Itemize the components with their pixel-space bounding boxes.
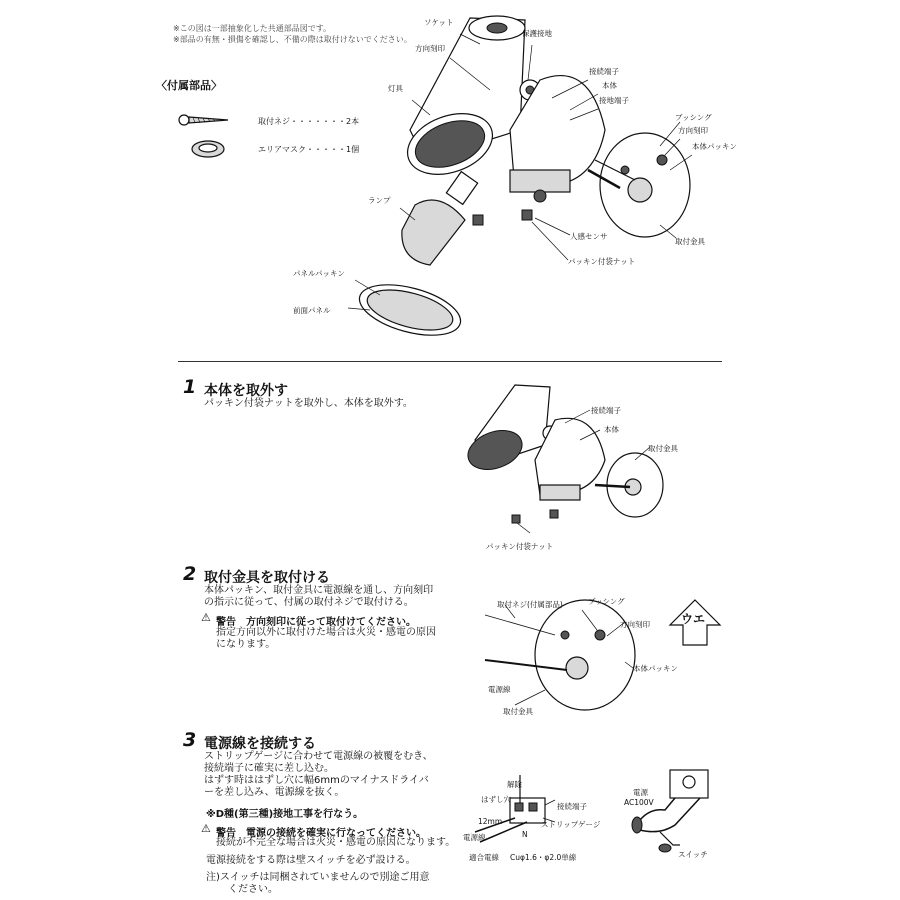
step-2-title: 取付金具を取付ける <box>204 570 330 586</box>
step-3-footnote-2: ください。 <box>228 884 278 895</box>
label-direction-mark-top: 方向刻印 <box>415 44 445 53</box>
step-1-body: パッキン付袋ナットを取外し、本体を取外す。 <box>204 398 413 409</box>
step-2-number: 2 <box>183 563 197 585</box>
step-3-ground-note: ※D種(第三種)接地工事を行なう。 <box>206 809 364 820</box>
step-3-warning-body: 接続が不完全な場合は火災・感電の原因になります。 <box>216 837 456 848</box>
accessory-screw-label: 取付ネジ・・・・・・・2本 <box>258 117 360 126</box>
step-2-label-bushing: ブッシング <box>588 597 625 606</box>
step-3-label-source: 電源 <box>633 788 648 797</box>
step-2-label-packing: 本体パッキン <box>633 664 678 673</box>
step-2-arrow-text: ウエ <box>681 612 706 626</box>
label-protective-ground: 保護接地 <box>522 29 552 38</box>
header-note-1: ※この図は一部抽象化した共通部品図です。 <box>173 24 332 33</box>
step-1-diagram <box>455 375 665 535</box>
step-3-label-mm: 12mm <box>478 817 503 826</box>
accessories-heading: 〈付属部品〉 <box>156 79 222 92</box>
step-3-label-n: N <box>522 830 528 839</box>
step-3-label-gauge: ストリップゲージ <box>541 820 601 829</box>
label-lamp: ランプ <box>368 196 391 205</box>
label-ground-terminal: 接地端子 <box>599 96 629 105</box>
step-3-title: 電源線を接続する <box>204 736 316 752</box>
area-mask-icon <box>190 138 230 160</box>
label-terminal: 接続端子 <box>589 67 619 76</box>
header-note-2: ※部品の有無・損傷を確認し、不備の際は取付けないでください。 <box>173 35 412 44</box>
step-2-body-1: 本体パッキン、取付金具に電源線を通し、方向刻印 <box>204 585 434 596</box>
label-bushing: ブッシング <box>675 113 712 122</box>
accessory-mask-label: エリアマスク・・・・・1個 <box>258 145 360 154</box>
step-3-body-2: 接続端子に確実に差し込む。 <box>204 763 334 774</box>
step-3-footnote-1: 注)スイッチは同梱されていませんので別途ご用意 <box>206 872 430 883</box>
step-2-warning-title: 警告 方向刻印に従って取付けてください。 <box>216 617 416 628</box>
step-3-label-wire: 適合電線 <box>469 853 499 862</box>
step-3-body-1: ストリップゲージに合わせて電源線の被覆をむき、 <box>204 751 433 762</box>
step-3-switch-note: 電源接続をする際は壁スイッチを必ず設ける。 <box>206 855 416 866</box>
step-3-label-release: 解除 <box>507 780 522 789</box>
label-body: 本体 <box>602 81 617 90</box>
step-1-label-nut: パッキン付袋ナット <box>486 542 554 551</box>
label-motion-sensor: 人感センサ <box>570 232 608 241</box>
step-3-label-switch: スイッチ <box>678 850 708 859</box>
step-1-title: 本体を取外す <box>204 383 288 399</box>
step-3-label-hole: はずし穴 <box>481 795 511 804</box>
step-1-number: 1 <box>183 376 197 398</box>
step-2-label-power: 電源線 <box>488 685 511 694</box>
step-3-warning-title: 警告 電源の接続を確実に行なってください。 <box>216 828 426 839</box>
step-1-label-terminal: 接続端子 <box>591 406 621 415</box>
screw-icon <box>178 112 238 132</box>
step-2-warning-body-2: になります。 <box>216 639 276 650</box>
step-3-label-power: 電源線 <box>463 833 486 842</box>
step-2-label-screw: 取付ネジ(付属部品) <box>497 600 563 609</box>
step-2-label-dir: 方向刻印 <box>620 620 650 629</box>
step-2-warning-body-1: 指定方向以外に取付けた場合は火災・感電の原因 <box>216 627 436 638</box>
label-lamp-fixture: 灯具 <box>388 84 403 93</box>
step-1-label-bracket: 取付金具 <box>648 444 678 453</box>
warning-icon: ⚠ <box>201 822 211 835</box>
step-3-body-3: はずす時ははずし穴に幅6mmのマイナスドライバ <box>204 775 429 786</box>
step-2-label-bracket: 取付金具 <box>503 707 533 716</box>
exploded-view-diagram <box>340 10 760 350</box>
label-direction-mark: 方向刻印 <box>678 126 708 135</box>
step-1-label-body: 本体 <box>604 425 619 434</box>
label-mounting-bracket: 取付金具 <box>675 237 705 246</box>
label-packing-nut: パッキン付袋ナット <box>568 257 636 266</box>
step-3-number: 3 <box>183 729 197 751</box>
step-3-label-terminal: 接続端子 <box>557 802 587 811</box>
warning-icon: ⚠ <box>201 611 211 624</box>
label-panel-packing: パネルパッキン <box>293 269 345 278</box>
step-2-body-2: の指示に従って、付属の取付ネジで取付ける。 <box>204 597 414 608</box>
label-socket: ソケット <box>424 18 454 27</box>
section-divider <box>178 361 722 362</box>
label-front-panel: 前面パネル <box>293 306 331 315</box>
label-body-packing: 本体パッキン <box>692 142 737 151</box>
step-3-label-ac: AC100V <box>624 798 654 807</box>
step-3-body-4: ーを差し込み、電源線を抜く。 <box>204 787 345 798</box>
step-3-label-spec: Cuφ1.6・φ2.0単線 <box>510 853 577 862</box>
